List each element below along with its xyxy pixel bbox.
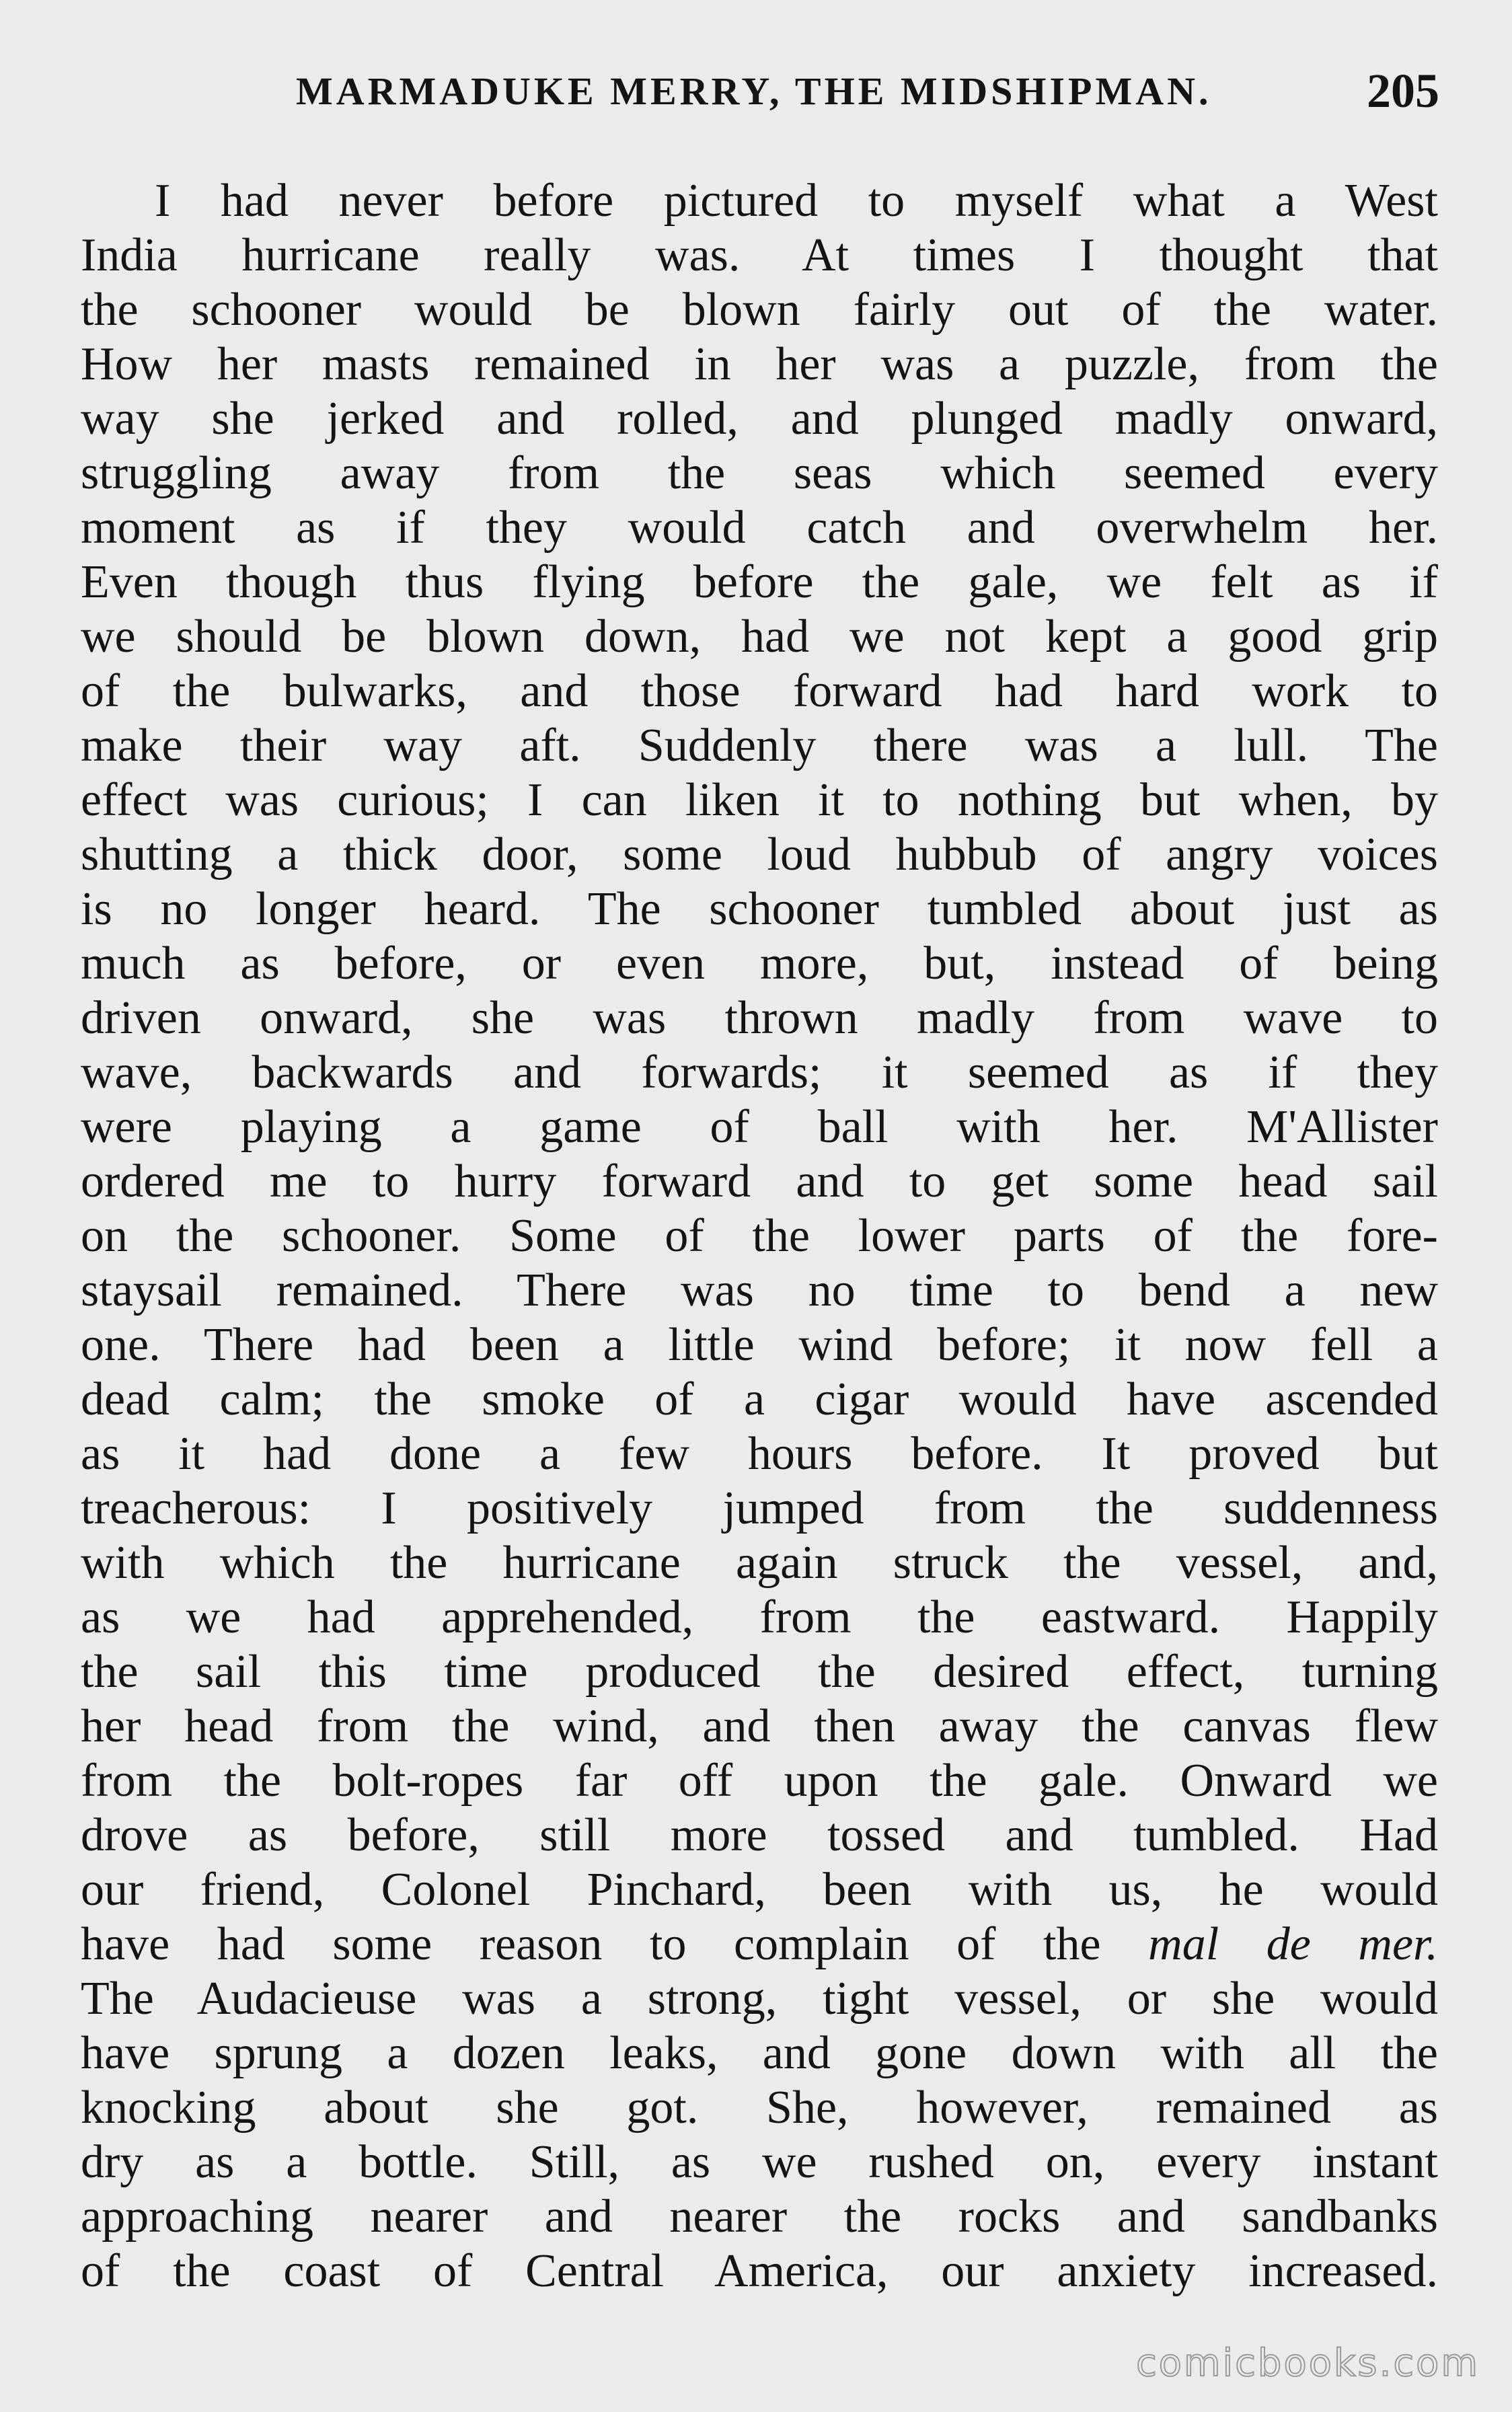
text-line: from the bolt-ropes far off upon the gale. Onward we [81, 1755, 1438, 1807]
text-line: much as before, or even more, but, instead of being [81, 938, 1438, 989]
running-title: MARMADUKE MERRY, THE MIDSHIPMAN. [296, 69, 1212, 113]
text-line: we should be blown down, had we not kept a good grip [81, 611, 1438, 663]
text-line: struggling away from the seas which seemed every [81, 447, 1438, 499]
text-line: I had never before pictured to myself what a West [155, 175, 1438, 227]
text-line: is no longer heard. The schooner tumbled about just as [81, 883, 1438, 935]
text-line: Even though thus flying before the gale, we felt as if [81, 556, 1438, 608]
text-line: our friend, Colonel Pinchard, been with us, he would [81, 1864, 1438, 1916]
text-line: shutting a thick door, some loud hubbub of angry voices [81, 829, 1438, 880]
text-line: one. There had been a little wind before; it now fell a [81, 1319, 1438, 1371]
text-line: as we had apprehended, from the eastward. Happily [81, 1591, 1438, 1643]
text-line: were playing a game of ball with her. M'Allister [81, 1101, 1438, 1153]
text-line: driven onward, she was thrown madly from wave to [81, 992, 1438, 1044]
text-line: her head from the wind, and then away the canvas flew [81, 1700, 1438, 1752]
page-number: 205 [1367, 64, 1439, 118]
text-line: dry as a bottle. Still, as we rushed on, every instant [81, 2136, 1438, 2188]
text-line: How her masts remained in her was a puzzle, from the [81, 338, 1438, 390]
text-line-with-italic [81, 1917, 1438, 1971]
body-text [81, 174, 1438, 2298]
text-line: approaching nearer and nearer the rocks and sandbanks [81, 2191, 1438, 2243]
text-line: of the bulwarks, and those forward had hard work to [81, 665, 1438, 717]
text-line: India hurricane really was. At times I thought that [81, 229, 1438, 281]
italic-phrase: mal de mer. [1148, 1918, 1438, 1970]
text-line: moment as if they would catch and overwhelm her. [81, 502, 1438, 554]
text-line: ordered me to hurry forward and to get some head sail [81, 1156, 1438, 1207]
running-head [296, 64, 1439, 129]
text-line: have sprung a dozen leaks, and gone down with all the [81, 2027, 1438, 2079]
text-line: dead calm; the smoke of a cigar would have ascended [81, 1373, 1438, 1425]
text-line: wave, backwards and forwards; it seemed as if they [81, 1047, 1438, 1098]
text-line: staysail remained. There was no time to bend a new [81, 1265, 1438, 1316]
text-line-start: have had some reason to complain of the [81, 1918, 1101, 1970]
text-line: way she jerked and rolled, and plunged madly onward, [81, 393, 1438, 445]
text-line: The Audacieuse was a strong, tight vessel, or she would [81, 1973, 1438, 2025]
text-line: as it had done a few hours before. It proved but [81, 1428, 1438, 1480]
text-line: of the coast of Central America, our anxiety increased. [81, 2245, 1438, 2297]
text-line: make their way aft. Suddenly there was a lull. The [81, 720, 1438, 771]
text-line: treacherous: I positively jumped from the suddenness [81, 1482, 1438, 1534]
text-line: knocking about she got. She, however, remained as [81, 2082, 1438, 2134]
text-line: drove as before, still more tossed and tumbled. Had [81, 1809, 1438, 1861]
text-line: effect was curious; I can liken it to nothing but when, by [81, 774, 1438, 826]
watermark: comicbooks.com [1135, 2341, 1480, 2385]
text-line: the sail this time produced the desired effect, turning [81, 1646, 1438, 1698]
text-line: with which the hurricane again struck the vessel, and, [81, 1537, 1438, 1589]
text-line: on the schooner. Some of the lower parts of the fore- [81, 1210, 1438, 1262]
text-line: the schooner would be blown fairly out of the water. [81, 284, 1438, 336]
